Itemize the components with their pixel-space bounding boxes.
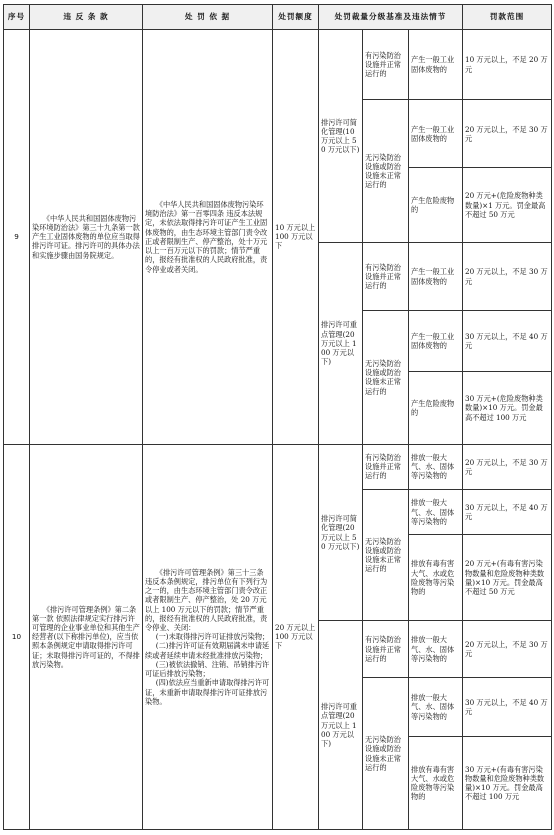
management-tier: 排污许可简化管理(20 万元以上 50 万元以下) <box>319 444 363 621</box>
fine-range: 30 万元以上，不足 40 万元 <box>463 490 552 535</box>
penalty-standard-table <box>3 4 552 830</box>
violation-clause: 《中华人民共和国固体废物污染环境防治法》第三十九条第一款 产生工业固体废物的单位应当取得排污许可证。排污许可的具体办法和实施步骤由国务院规定。 <box>30 30 143 445</box>
facility-case: 有污染防治设施并正常运行的 <box>363 243 409 311</box>
penalty-basis-item: (三)被依法撤销、注销、吊销排污许可证后排放污染物； <box>145 659 270 679</box>
header-amount: 处罚额度 <box>273 5 319 30</box>
facility-case: 无污染防治设施或防治设施未正常运行的 <box>363 311 409 445</box>
facility-case: 有污染防治设施并正常运行的 <box>363 444 409 489</box>
fine-range: 20 万元+(危险废物种类数量)×1 万元。罚金最高不超过 50 万元 <box>463 168 552 243</box>
fine-range: 30 万元+(危险废物种类数量)×10 万元。罚金最高不超过 100 万元 <box>463 372 552 445</box>
penalty-basis-item: (二)排污许可证有效期届满未申请延续或者延续申请未经批准排放污染物； <box>145 641 270 660</box>
circumstance: 产生一般工业固体废物的 <box>409 100 463 168</box>
facility-case: 无污染防治设施或防治设施未正常运行的 <box>363 490 409 621</box>
row-number: 10 <box>4 444 30 829</box>
fine-range: 30 万元以上，不足 40 万元 <box>463 678 552 737</box>
fine-range: 20 万元以上，不足 30 万元 <box>463 621 552 678</box>
penalty-amount: 20 万元以上 100 万元以下 <box>273 444 319 829</box>
fine-range: 20 万元+(有毒有害污染物数量和危险废物种类数量)×10 万元。罚金最高不超过 50 万元 <box>463 535 552 621</box>
circumstance: 排放一般大气、水、固体等污染物的 <box>409 621 463 678</box>
table-row <box>4 30 552 100</box>
circumstance: 排放一般大气、水、固体等污染物的 <box>409 678 463 737</box>
circumstance: 排放一般大气、水、固体等污染物的 <box>409 490 463 535</box>
penalty-basis-item: (四)依法应当重新申请取得排污许可证，未重新申请取得排污许可证排放污染物。 <box>145 678 270 706</box>
circumstance: 产生一般工业固体废物的 <box>409 30 463 100</box>
header-no: 序号 <box>4 5 30 30</box>
fine-range: 10 万元以上，不足 20 万元 <box>463 30 552 100</box>
circumstance: 排放有毒有害大气、水或危险废物等污染物的 <box>409 535 463 621</box>
fine-range: 20 万元以上，不足 30 万元 <box>463 100 552 168</box>
fine-range: 30 万元+(有毒有害污染物数量和危险废物种类数量)×10 万元。罚金最高不超过 100 万元 <box>463 737 552 830</box>
penalty-basis-paragraph: 《排污许可管理条例》第三十三条 违反本条例规定，排污单位有下列行为之一的，由生态环境主管部门责令改正或者限制生产、停产整治，处 20 万元以上 100 万元以下的罚款；情节严重的，报经有批准权的人民政府批准，责令停业、关闭： <box>145 567 268 633</box>
violation-clause: 《排污许可管理条例》第二条第一款 依照法律规定实行排污许可管理的企业事业单位和其他生产经营者(以下称排污单位)，应当依照本条例规定申请取得排污许可证；未取得排污许可证的，不得排放污染物。 <box>30 444 143 829</box>
fine-range: 20 万元以上，不足 30 万元 <box>463 243 552 311</box>
circumstance: 产生一般工业固体废物的 <box>409 311 463 372</box>
table-header-row <box>4 5 552 30</box>
penalty-basis <box>143 30 273 445</box>
management-tier: 排污许可重点管理(20 万元以上 100 万元以下) <box>319 621 363 830</box>
circumstance: 产生危险废物的 <box>409 168 463 243</box>
row-number: 9 <box>4 30 30 445</box>
management-tier: 排污许可简化管理(10 万元以上 50 万元以下) <box>319 30 363 243</box>
circumstance: 排放一般大气、水、固体等污染物的 <box>409 444 463 489</box>
circumstance: 排放有毒有害大气、水或危险废物等污染物的 <box>409 737 463 830</box>
penalty-basis-paragraph: 《中华人民共和国固体废物污染环境防治法》第一百零四条 违反本法规定，未依法取得排污许可证产生工业固体废物的，由生态环境主管部门责令改正或者限制生产、停产整治，处十万元以上一百万元以下的罚款；情节严重的，报经有批准权的人民政府批准，责令停业或者关闭。 <box>145 199 268 274</box>
penalty-basis <box>143 444 273 829</box>
header-basis: 处 罚 依 据 <box>143 5 273 30</box>
management-tier: 排污许可重点管理(20 万元以上 100 万元以下) <box>319 243 363 445</box>
fine-range: 20 万元以上，不足 30 万元 <box>463 444 552 489</box>
facility-case: 无污染防治设施或防治设施未正常运行的 <box>363 100 409 243</box>
circumstance: 产生一般工业固体废物的 <box>409 243 463 311</box>
header-violation: 违 反 条 款 <box>30 5 143 30</box>
facility-case: 有污染防治设施并正常运行的 <box>363 30 409 100</box>
fine-range: 30 万元以上，不足 40 万元 <box>463 311 552 372</box>
facility-case: 有污染防治设施并正常运行的 <box>363 621 409 678</box>
facility-case: 无污染防治设施或防治设施未正常运行的 <box>363 678 409 830</box>
penalty-amount: 10 万元以上 100 万元以下 <box>273 30 319 445</box>
header-criteria: 处罚裁量分级基准及违法情节 <box>319 5 463 30</box>
header-range: 罚款范围 <box>463 5 552 30</box>
circumstance: 产生危险废物的 <box>409 372 463 445</box>
penalty-basis-item: (一)未取得排污许可证排放污染物； <box>155 632 270 642</box>
table-row <box>4 444 552 489</box>
